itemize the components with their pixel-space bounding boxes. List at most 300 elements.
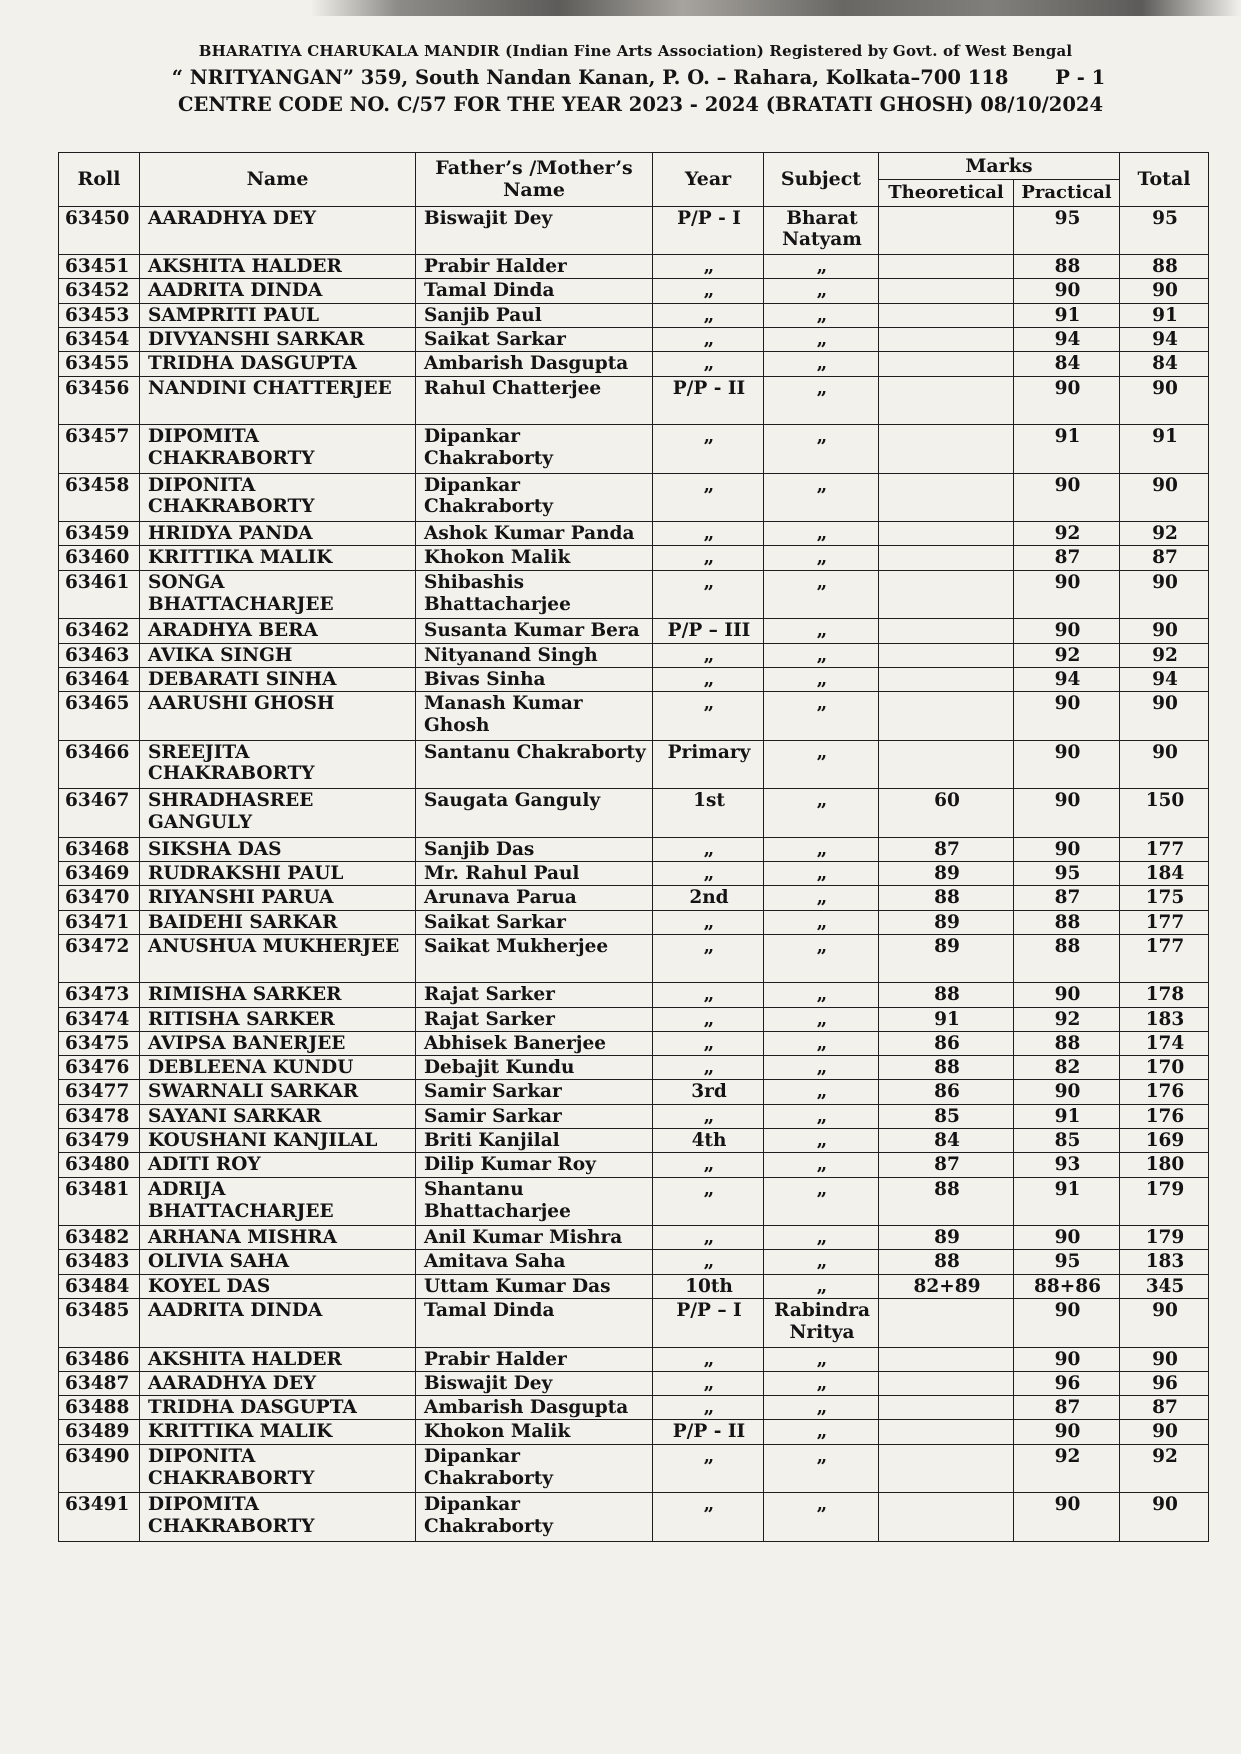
- row-roll: 63460: [59, 546, 140, 570]
- row-theoretical: 87: [879, 1153, 1014, 1177]
- row-total: 92: [1120, 1444, 1209, 1493]
- row-practical: 90: [1014, 692, 1120, 741]
- row-roll: 63476: [59, 1056, 140, 1080]
- row-total: 345: [1120, 1274, 1209, 1298]
- row-total: 180: [1120, 1153, 1209, 1177]
- row-theoretical: 88: [879, 1056, 1014, 1080]
- row-name: RITISHA SARKER: [140, 1007, 416, 1031]
- row-theoretical: 60: [879, 789, 1014, 838]
- row-roll: 63474: [59, 1007, 140, 1031]
- row-roll: 63453: [59, 303, 140, 327]
- row-year: „: [653, 643, 764, 667]
- table-row: [59, 886, 1209, 910]
- row-year: P/P - II: [653, 376, 764, 425]
- row-parent: Tamal Dinda: [416, 1299, 653, 1348]
- document-header: [0, 42, 1241, 116]
- row-practical: 90: [1014, 1080, 1120, 1104]
- row-name: SAYANI SARKAR: [140, 1104, 416, 1128]
- row-total: 90: [1120, 376, 1209, 425]
- table-row: [59, 861, 1209, 885]
- row-parent: Anil Kumar Mishra: [416, 1226, 653, 1250]
- row-parent: Rajat Sarker: [416, 983, 653, 1007]
- row-parent: Prabir Halder: [416, 255, 653, 279]
- row-roll: 63466: [59, 740, 140, 789]
- row-practical: 90: [1014, 1347, 1120, 1371]
- table-row: [59, 1493, 1209, 1542]
- row-subject: „: [764, 740, 879, 789]
- row-total: 90: [1120, 1493, 1209, 1542]
- row-practical: 90: [1014, 837, 1120, 861]
- table-row: [59, 1080, 1209, 1104]
- row-subject: „: [764, 983, 879, 1007]
- row-subject: „: [764, 1031, 879, 1055]
- row-subject: „: [764, 473, 879, 522]
- row-practical: 90: [1014, 1420, 1120, 1444]
- row-total: 150: [1120, 789, 1209, 838]
- row-name: SREEJITA CHAKRABORTY: [140, 740, 416, 789]
- row-total: 92: [1120, 643, 1209, 667]
- row-theoretical: [879, 1444, 1014, 1493]
- table-row: [59, 522, 1209, 546]
- row-year: „: [653, 352, 764, 376]
- table-row: [59, 934, 1209, 983]
- row-name: AARUSHI GHOSH: [140, 692, 416, 741]
- row-total: 174: [1120, 1031, 1209, 1055]
- row-roll: 63468: [59, 837, 140, 861]
- row-year: „: [653, 983, 764, 1007]
- row-total: 169: [1120, 1129, 1209, 1153]
- row-practical: 93: [1014, 1153, 1120, 1177]
- row-parent: Abhisek Banerjee: [416, 1031, 653, 1055]
- row-total: 176: [1120, 1104, 1209, 1128]
- row-parent: Dipankar Chakraborty: [416, 425, 653, 474]
- row-total: 88: [1120, 255, 1209, 279]
- row-year: 10th: [653, 1274, 764, 1298]
- row-theoretical: [879, 643, 1014, 667]
- row-roll: 63469: [59, 861, 140, 885]
- row-year: P/P - I: [653, 206, 764, 255]
- row-total: 184: [1120, 861, 1209, 885]
- row-name: SHRADHASREE GANGULY: [140, 789, 416, 838]
- row-theoretical: 89: [879, 861, 1014, 885]
- row-year: „: [653, 1177, 764, 1226]
- results-table: [58, 152, 1209, 1542]
- row-year: „: [653, 1250, 764, 1274]
- table-row: [59, 1444, 1209, 1493]
- row-parent: Ambarish Dasgupta: [416, 1396, 653, 1420]
- table-row: [59, 425, 1209, 474]
- row-parent: Sanjib Das: [416, 837, 653, 861]
- row-parent: Dipankar Chakraborty: [416, 1444, 653, 1493]
- row-total: 183: [1120, 1250, 1209, 1274]
- row-practical: 90: [1014, 789, 1120, 838]
- row-roll: 63488: [59, 1396, 140, 1420]
- row-theoretical: 84: [879, 1129, 1014, 1153]
- table-row: [59, 619, 1209, 643]
- row-roll: 63464: [59, 667, 140, 691]
- row-practical: 92: [1014, 643, 1120, 667]
- table-row: [59, 1396, 1209, 1420]
- row-name: TRIDHA DASGUPTA: [140, 352, 416, 376]
- row-theoretical: 86: [879, 1031, 1014, 1055]
- row-roll: 63479: [59, 1129, 140, 1153]
- row-roll: 63489: [59, 1420, 140, 1444]
- row-total: 175: [1120, 886, 1209, 910]
- row-subject: „: [764, 328, 879, 352]
- row-subject: „: [764, 1250, 879, 1274]
- row-total: 94: [1120, 667, 1209, 691]
- col-total: Total: [1120, 153, 1209, 207]
- table-row: [59, 1129, 1209, 1153]
- row-subject: „: [764, 1177, 879, 1226]
- row-parent: Arunava Parua: [416, 886, 653, 910]
- row-total: 177: [1120, 837, 1209, 861]
- row-subject: „: [764, 1444, 879, 1493]
- row-theoretical: [879, 1371, 1014, 1395]
- table-row: [59, 1420, 1209, 1444]
- row-total: 90: [1120, 692, 1209, 741]
- row-theoretical: [879, 328, 1014, 352]
- row-subject: „: [764, 546, 879, 570]
- row-year: P/P - II: [653, 1420, 764, 1444]
- row-practical: 87: [1014, 546, 1120, 570]
- photo-edge-band: [0, 0, 1241, 16]
- row-year: 3rd: [653, 1080, 764, 1104]
- table-row: [59, 692, 1209, 741]
- row-name: SAMPRITI PAUL: [140, 303, 416, 327]
- row-year: „: [653, 279, 764, 303]
- row-year: „: [653, 473, 764, 522]
- table-row: [59, 206, 1209, 255]
- table-row: [59, 1007, 1209, 1031]
- row-total: 90: [1120, 1420, 1209, 1444]
- row-total: 90: [1120, 570, 1209, 619]
- row-parent: Khokon Malik: [416, 1420, 653, 1444]
- row-practical: 90: [1014, 570, 1120, 619]
- row-year: „: [653, 1031, 764, 1055]
- row-parent: Saikat Sarkar: [416, 328, 653, 352]
- row-theoretical: [879, 1299, 1014, 1348]
- row-subject: „: [764, 619, 879, 643]
- row-roll: 63454: [59, 328, 140, 352]
- row-name: AADRITA DINDA: [140, 1299, 416, 1348]
- row-total: 178: [1120, 983, 1209, 1007]
- table-row: [59, 352, 1209, 376]
- row-subject: „: [764, 910, 879, 934]
- row-subject: „: [764, 837, 879, 861]
- row-roll: 63491: [59, 1493, 140, 1542]
- row-theoretical: 89: [879, 910, 1014, 934]
- row-subject: „: [764, 1396, 879, 1420]
- row-practical: 90: [1014, 619, 1120, 643]
- row-subject: „: [764, 1007, 879, 1031]
- row-year: „: [653, 934, 764, 983]
- row-parent: Shibashis Bhattacharjee: [416, 570, 653, 619]
- row-subject: „: [764, 1080, 879, 1104]
- row-subject: „: [764, 255, 879, 279]
- row-practical: 88: [1014, 255, 1120, 279]
- row-theoretical: [879, 546, 1014, 570]
- table-row: [59, 1299, 1209, 1348]
- row-parent: Tamal Dinda: [416, 279, 653, 303]
- table-row: [59, 667, 1209, 691]
- row-total: 177: [1120, 934, 1209, 983]
- row-roll: 63485: [59, 1299, 140, 1348]
- row-theoretical: [879, 570, 1014, 619]
- row-roll: 63477: [59, 1080, 140, 1104]
- row-total: 177: [1120, 910, 1209, 934]
- row-parent: Rahul Chatterjee: [416, 376, 653, 425]
- row-theoretical: 88: [879, 886, 1014, 910]
- row-parent: Uttam Kumar Das: [416, 1274, 653, 1298]
- row-total: 90: [1120, 619, 1209, 643]
- row-theoretical: 89: [879, 934, 1014, 983]
- row-subject: „: [764, 1226, 879, 1250]
- row-name: DIPOMITA CHAKRABORTY: [140, 1493, 416, 1542]
- row-roll: 63451: [59, 255, 140, 279]
- table-row: [59, 1177, 1209, 1226]
- row-year: 1st: [653, 789, 764, 838]
- row-parent: Rajat Sarker: [416, 1007, 653, 1031]
- table-body: [59, 206, 1209, 1541]
- row-year: „: [653, 1347, 764, 1371]
- row-theoretical: [879, 692, 1014, 741]
- row-name: ARHANA MISHRA: [140, 1226, 416, 1250]
- row-practical: 90: [1014, 740, 1120, 789]
- row-total: 170: [1120, 1056, 1209, 1080]
- col-parent: Father’s /Mother’s Name: [416, 153, 653, 207]
- row-name: BAIDEHI SARKAR: [140, 910, 416, 934]
- row-name: KOYEL DAS: [140, 1274, 416, 1298]
- row-theoretical: [879, 619, 1014, 643]
- table-row: [59, 1056, 1209, 1080]
- row-theoretical: [879, 740, 1014, 789]
- row-year: Primary: [653, 740, 764, 789]
- row-roll: 63473: [59, 983, 140, 1007]
- row-year: 2nd: [653, 886, 764, 910]
- col-theoretical: Theoretical: [879, 180, 1014, 206]
- table-row: [59, 376, 1209, 425]
- row-subject: „: [764, 1056, 879, 1080]
- row-parent: Prabir Halder: [416, 1347, 653, 1371]
- row-roll: 63482: [59, 1226, 140, 1250]
- col-year: Year: [653, 153, 764, 207]
- row-year: „: [653, 255, 764, 279]
- table-row: [59, 837, 1209, 861]
- row-subject: „: [764, 934, 879, 983]
- row-theoretical: 86: [879, 1080, 1014, 1104]
- row-roll: 63472: [59, 934, 140, 983]
- row-name: ARADHYA BERA: [140, 619, 416, 643]
- row-practical: 91: [1014, 303, 1120, 327]
- row-subject: „: [764, 279, 879, 303]
- row-name: NANDINI CHATTERJEE: [140, 376, 416, 425]
- row-parent: Saugata Ganguly: [416, 789, 653, 838]
- row-subject: „: [764, 861, 879, 885]
- row-name: DEBARATI SINHA: [140, 667, 416, 691]
- row-roll: 63457: [59, 425, 140, 474]
- row-name: SWARNALI SARKAR: [140, 1080, 416, 1104]
- row-subject: „: [764, 643, 879, 667]
- table-row: [59, 1250, 1209, 1274]
- row-parent: Saikat Sarkar: [416, 910, 653, 934]
- row-practical: 88: [1014, 934, 1120, 983]
- row-practical: 92: [1014, 1007, 1120, 1031]
- row-name: KRITTIKA MALIK: [140, 546, 416, 570]
- row-parent: Dipankar Chakraborty: [416, 1493, 653, 1542]
- row-parent: Manash Kumar Ghosh: [416, 692, 653, 741]
- row-roll: 63456: [59, 376, 140, 425]
- row-parent: Samir Sarkar: [416, 1104, 653, 1128]
- row-roll: 63459: [59, 522, 140, 546]
- col-marks: Marks: [879, 153, 1120, 180]
- row-roll: 63462: [59, 619, 140, 643]
- row-theoretical: 87: [879, 837, 1014, 861]
- row-name: TRIDHA DASGUPTA: [140, 1396, 416, 1420]
- row-parent: Nityanand Singh: [416, 643, 653, 667]
- row-theoretical: [879, 255, 1014, 279]
- row-year: „: [653, 910, 764, 934]
- row-parent: Susanta Kumar Bera: [416, 619, 653, 643]
- row-practical: 91: [1014, 1104, 1120, 1128]
- row-practical: 94: [1014, 667, 1120, 691]
- row-parent: Biswajit Dey: [416, 206, 653, 255]
- row-subject: „: [764, 425, 879, 474]
- row-total: 91: [1120, 425, 1209, 474]
- col-subject: Subject: [764, 153, 879, 207]
- row-total: 92: [1120, 522, 1209, 546]
- table-row: [59, 643, 1209, 667]
- row-parent: Amitava Saha: [416, 1250, 653, 1274]
- table-row: [59, 740, 1209, 789]
- row-subject: „: [764, 1129, 879, 1153]
- row-total: 90: [1120, 740, 1209, 789]
- row-total: 84: [1120, 352, 1209, 376]
- table-row: [59, 473, 1209, 522]
- row-name: RIYANSHI PARUA: [140, 886, 416, 910]
- row-parent: Ambarish Dasgupta: [416, 352, 653, 376]
- row-year: „: [653, 1153, 764, 1177]
- row-total: 90: [1120, 1347, 1209, 1371]
- row-roll: 63471: [59, 910, 140, 934]
- row-roll: 63483: [59, 1250, 140, 1274]
- row-practical: 91: [1014, 425, 1120, 474]
- row-subject: „: [764, 1104, 879, 1128]
- row-parent: Sanjib Paul: [416, 303, 653, 327]
- table-header: [59, 153, 1209, 207]
- row-subject: „: [764, 570, 879, 619]
- row-practical: 88: [1014, 910, 1120, 934]
- row-total: 90: [1120, 279, 1209, 303]
- row-total: 90: [1120, 473, 1209, 522]
- row-name: SIKSHA DAS: [140, 837, 416, 861]
- row-subject: „: [764, 1420, 879, 1444]
- row-name: DIVYANSHI SARKAR: [140, 328, 416, 352]
- table-row: [59, 546, 1209, 570]
- row-roll: 63480: [59, 1153, 140, 1177]
- row-practical: 92: [1014, 1444, 1120, 1493]
- row-name: AVIPSA BANERJEE: [140, 1031, 416, 1055]
- row-year: „: [653, 1056, 764, 1080]
- row-practical: 96: [1014, 1371, 1120, 1395]
- row-subject: Rabindra Nritya: [764, 1299, 879, 1348]
- row-subject: Bharat Natyam: [764, 206, 879, 255]
- row-theoretical: [879, 352, 1014, 376]
- row-name: AVIKA SINGH: [140, 643, 416, 667]
- row-theoretical: [879, 667, 1014, 691]
- row-year: „: [653, 837, 764, 861]
- table-row: [59, 789, 1209, 838]
- row-total: 96: [1120, 1371, 1209, 1395]
- row-name: AARADHYA DEY: [140, 206, 416, 255]
- row-name: AADRITA DINDA: [140, 279, 416, 303]
- row-practical: 90: [1014, 1493, 1120, 1542]
- row-practical: 90: [1014, 1226, 1120, 1250]
- row-theoretical: [879, 425, 1014, 474]
- row-theoretical: [879, 376, 1014, 425]
- row-theoretical: [879, 206, 1014, 255]
- row-total: 176: [1120, 1080, 1209, 1104]
- row-subject: „: [764, 376, 879, 425]
- row-total: 183: [1120, 1007, 1209, 1031]
- row-name: KRITTIKA MALIK: [140, 1420, 416, 1444]
- row-roll: 63486: [59, 1347, 140, 1371]
- row-name: DIPOMITA CHAKRABORTY: [140, 425, 416, 474]
- row-practical: 87: [1014, 886, 1120, 910]
- row-theoretical: [879, 522, 1014, 546]
- row-practical: 90: [1014, 983, 1120, 1007]
- row-parent: Ashok Kumar Panda: [416, 522, 653, 546]
- row-theoretical: [879, 473, 1014, 522]
- col-practical: Practical: [1014, 180, 1120, 206]
- row-roll: 63484: [59, 1274, 140, 1298]
- row-name: ANUSHUA MUKHERJEE: [140, 934, 416, 983]
- row-practical: 87: [1014, 1396, 1120, 1420]
- row-parent: Shantanu Bhattacharjee: [416, 1177, 653, 1226]
- row-subject: „: [764, 1493, 879, 1542]
- row-practical: 88: [1014, 1031, 1120, 1055]
- row-subject: „: [764, 667, 879, 691]
- row-total: 95: [1120, 206, 1209, 255]
- row-theoretical: [879, 1493, 1014, 1542]
- row-roll: 63481: [59, 1177, 140, 1226]
- row-practical: 88+86: [1014, 1274, 1120, 1298]
- row-practical: 91: [1014, 1177, 1120, 1226]
- row-theoretical: [879, 1347, 1014, 1371]
- row-year: „: [653, 522, 764, 546]
- row-roll: 63487: [59, 1371, 140, 1395]
- row-name: AARADHYA DEY: [140, 1371, 416, 1395]
- row-subject: „: [764, 1371, 879, 1395]
- row-parent: Dipankar Chakraborty: [416, 473, 653, 522]
- row-practical: 85: [1014, 1129, 1120, 1153]
- row-year: „: [653, 692, 764, 741]
- table-row: [59, 983, 1209, 1007]
- row-parent: Bivas Sinha: [416, 667, 653, 691]
- row-subject: „: [764, 522, 879, 546]
- row-practical: 95: [1014, 1250, 1120, 1274]
- row-year: „: [653, 1396, 764, 1420]
- row-name: DIPONITA CHAKRABORTY: [140, 473, 416, 522]
- table-row: [59, 303, 1209, 327]
- row-practical: 90: [1014, 376, 1120, 425]
- table-row: [59, 279, 1209, 303]
- row-roll: 63461: [59, 570, 140, 619]
- row-subject: „: [764, 789, 879, 838]
- row-parent: Santanu Chakraborty: [416, 740, 653, 789]
- table-row: [59, 255, 1209, 279]
- row-parent: Debajit Kundu: [416, 1056, 653, 1080]
